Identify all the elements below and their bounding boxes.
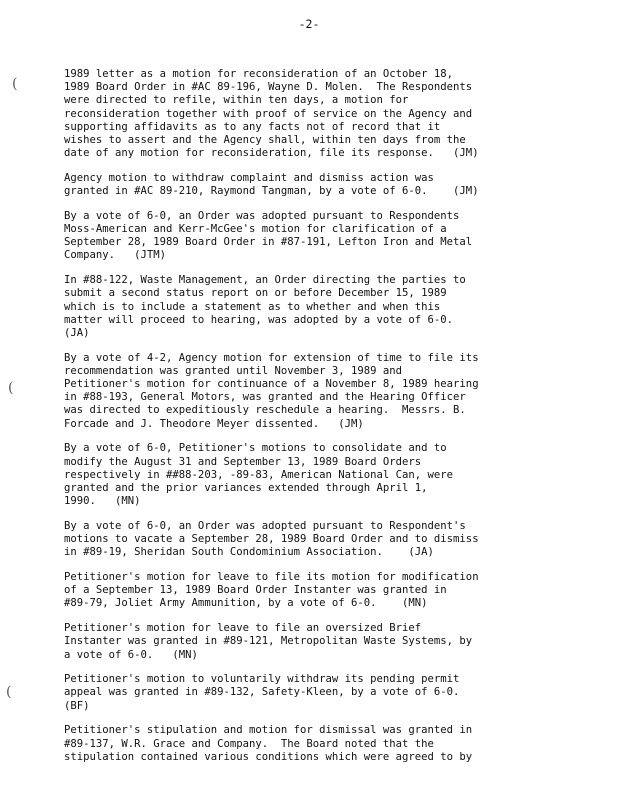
text-line: By a vote of 6-0, an Order was adopted pursuant to Respondent's — [64, 519, 466, 532]
text-line: were directed to refile, within ten days, a motion for — [64, 94, 409, 107]
text-line: a vote of 6-0. (MN) — [64, 648, 198, 661]
text-line: 1990. (MN) — [64, 495, 141, 508]
text-line: was directed to expeditiously reschedule a hearing. Messrs. B. — [64, 404, 466, 417]
text-line: submit a second status report on or before December 15, 1989 — [64, 287, 447, 300]
text-line: Petitioner's motion for leave to file an oversized Brief — [64, 622, 422, 635]
text-line: in #89-19, Sheridan South Condominium Association. (JA) — [64, 546, 434, 559]
text-line: 1989 letter as a motion for reconsideration of an October 18, — [64, 68, 454, 80]
margin-bracket-mark: ( — [12, 76, 18, 92]
margin-bracket-mark: ( — [8, 380, 14, 396]
text-line: #89-79, Joliet Army Ammunition, by a vote of 6-0. (MN) — [64, 597, 428, 610]
text-line: September 28, 1989 Board Order in #87-191, Lefton Iron and Metal — [64, 236, 473, 249]
text-line: Petitioner's stipulation and motion for dismissal was granted in — [64, 724, 473, 737]
text-line: supporting affidavits as to any facts not of record that it — [64, 120, 441, 133]
paragraph — [64, 622, 544, 662]
text-line: recommendation was granted until November 3, 1989 and — [64, 364, 403, 377]
text-line: stipulation contained various conditions which were agreed to by — [64, 750, 473, 763]
paragraph — [64, 210, 544, 263]
paragraph — [64, 724, 544, 764]
paragraph — [64, 68, 544, 160]
text-line: which is to include a statement as to whether and when this — [64, 300, 441, 313]
text-line: Agency motion to withdraw complaint and dismiss action was — [64, 171, 434, 184]
text-line: By a vote of 6-0, an Order was adopted pursuant to Respondents — [64, 209, 460, 222]
text-line: wishes to assert and the Agency shall, within ten days from the — [64, 134, 466, 147]
text-line: Petitioner's motion for leave to file its motion for modification — [64, 571, 479, 583]
text-line: In #88-122, Waste Management, an Order directing the parties to — [64, 274, 466, 287]
text-line: matter will proceed to hearing, was adopted by a vote of 6-0. — [64, 313, 454, 326]
paragraph — [64, 172, 544, 198]
paragraph — [64, 571, 544, 611]
text-line: respectively in ##88-203, -89-83, American National Can, were — [64, 468, 454, 481]
text-line: date of any motion for reconsideration, file its response. (JM) — [64, 147, 479, 160]
margin-bracket-mark: ( — [6, 684, 12, 700]
text-line: (JA) — [64, 326, 90, 339]
text-line: granted and the prior variances extended through April 1, — [64, 481, 428, 494]
page-number: -2- — [298, 17, 320, 31]
text-line: of a September 13, 1989 Board Order Instanter was granted in — [64, 584, 447, 597]
text-line: granted in #AC 89-210, Raymond Tangman, by a vote of 6-0. (JM) — [64, 185, 479, 198]
paragraph — [64, 274, 544, 340]
paragraph — [64, 442, 544, 508]
text-line: motions to vacate a September 28, 1989 Board Order and to dismiss — [64, 533, 479, 546]
text-line: 1989 Board Order in #AC 89-196, Wayne D. Molen. The Respondents — [64, 81, 473, 94]
text-line: in #88-193, General Motors, was granted and the Hearing Officer — [64, 391, 466, 404]
text-line: reconsideration together with proof of service on the Agency and — [64, 107, 473, 120]
text-line: modify the August 31 and September 13, 1989 Board Orders — [64, 455, 422, 468]
text-line: Instanter was granted in #89-121, Metropolitan Waste Systems, by — [64, 635, 473, 648]
document-body — [64, 68, 544, 775]
text-line: Forcade and J. Theodore Meyer dissented. (JM) — [64, 417, 364, 430]
text-line: Petitioner's motion for continuance of a November 8, 1989 hearing — [64, 378, 479, 391]
text-line: appeal was granted in #89-132, Safety-Kleen, by a vote of 6-0. — [64, 686, 460, 699]
text-line: Petitioner's motion to voluntarily withdraw its pending permit — [64, 673, 460, 686]
text-line: (BF) — [64, 699, 90, 712]
paragraph — [64, 520, 544, 560]
paragraph — [64, 352, 544, 431]
paragraph — [64, 673, 544, 713]
text-line: Company. (JTM) — [64, 249, 167, 262]
text-line: By a vote of 4-2, Agency motion for extension of time to file its — [64, 351, 479, 364]
text-line: Moss-American and Kerr-McGee's motion for clarification of a — [64, 223, 447, 236]
text-line: #89-137, W.R. Grace and Company. The Board noted that the — [64, 737, 434, 750]
text-line: By a vote of 6-0, Petitioner's motions to consolidate and to — [64, 442, 447, 455]
